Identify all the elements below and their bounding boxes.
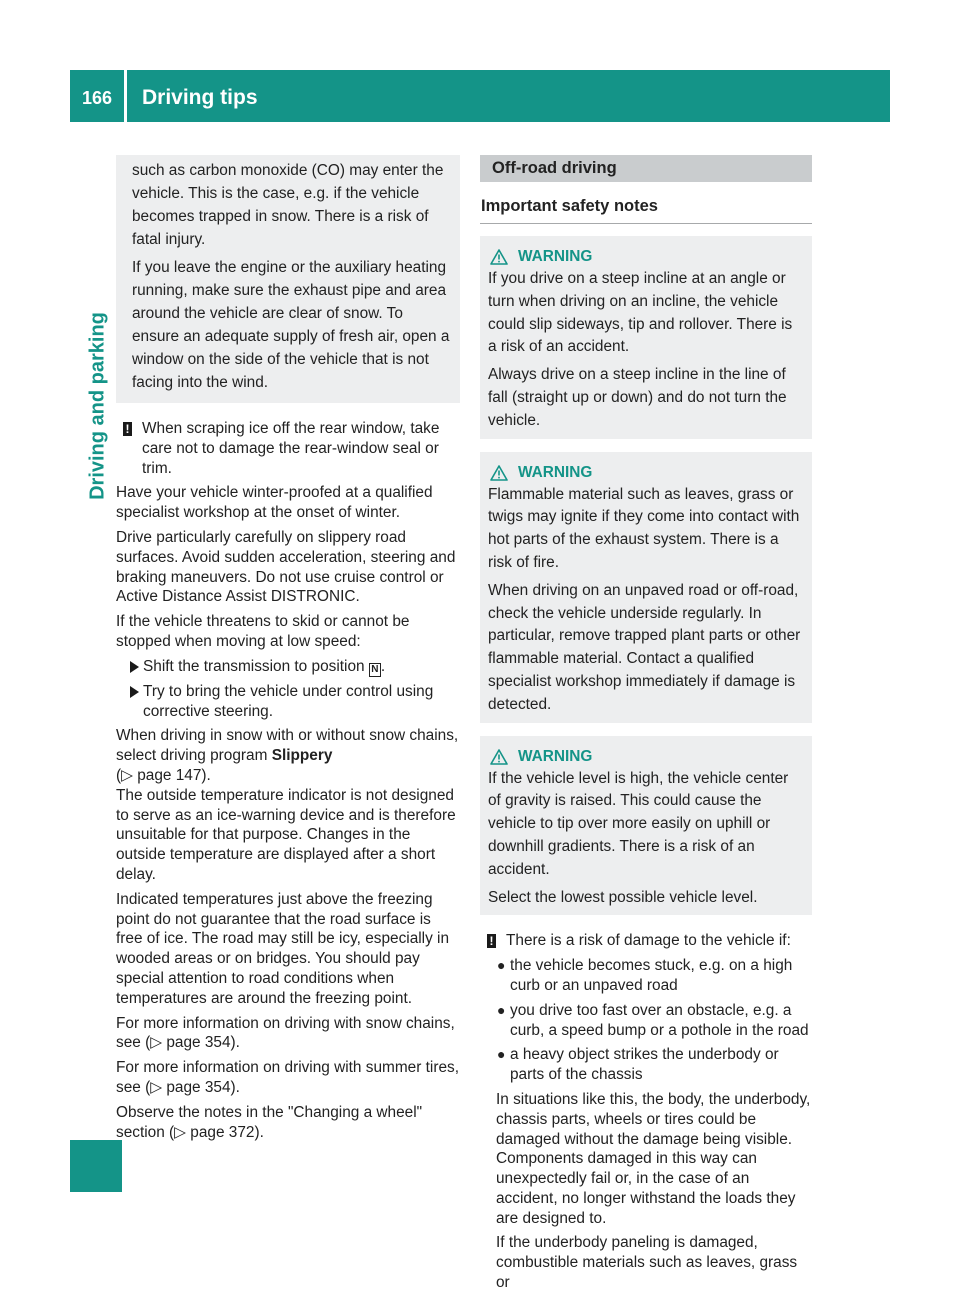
page-number: 166 bbox=[81, 88, 113, 108]
bullet-item: ● the vehicle becomes stuck, e.g. on a high curb or an unpaved road bbox=[497, 957, 793, 994]
arrow-right-icon bbox=[130, 661, 139, 673]
side-tab-label: Driving and parking bbox=[86, 312, 109, 500]
warning-box-fire bbox=[480, 452, 812, 723]
right-column bbox=[480, 155, 812, 1293]
exclamation-icon: ! bbox=[123, 422, 132, 436]
step-shift-neutral: Shift the transmission to position N . bbox=[116, 657, 460, 677]
page-reference-link[interactable]: (▷ page 147). bbox=[116, 766, 211, 784]
gear-n-icon: N bbox=[369, 663, 381, 677]
section-title: Driving tips bbox=[142, 86, 258, 109]
heading-rule bbox=[480, 223, 812, 224]
subheading-safety-notes: Important safety notes bbox=[481, 197, 658, 215]
warning-header: WARNING bbox=[488, 462, 804, 484]
box-paragraph: such as carbon monoxide (CO) may enter the vehicle. This is the case, e.g. if the vehicle becomes trapped in snow. There is a risk of fatal injury. bbox=[132, 162, 444, 248]
left-column bbox=[116, 155, 460, 1142]
warning-triangle-icon bbox=[490, 749, 508, 765]
bullet-dot-icon: ● bbox=[497, 957, 506, 974]
continued-warning-box bbox=[116, 155, 460, 403]
section-heading-offroad: Off-road driving bbox=[480, 155, 812, 182]
warning-paragraph: When driving on an unpaved road or off-road, check the vehicle underside regularly. In particular, remove trapped plant parts or other flammable material. Contact a qualified specialist workshop immediately if damage is detected. bbox=[488, 581, 801, 713]
warning-paragraph: If you drive on a steep incline at an angle or turn when driving on an incline, the vehicle could slip sideways, tip and rollover. There is a risk of an accident. bbox=[488, 270, 793, 356]
warning-header: WARNING bbox=[488, 246, 804, 268]
warning-paragraph: Always drive on a steep incline in the line of fall (straight up or down) and do not turn the vehicle. bbox=[488, 366, 787, 429]
bullet-item: ● a heavy object strikes the underbody or parts of the chassis bbox=[497, 1046, 779, 1084]
warning-header: WARNING bbox=[488, 746, 804, 768]
paragraph-snow-chains-info: For more information on driving with snow chains, see (▷ page 354). bbox=[116, 1014, 455, 1052]
paragraph-snow-chains: When driving in snow with or without snow chains, select driving program Slippery (▷ page 147). bbox=[116, 727, 459, 784]
warning-box-incline bbox=[480, 236, 812, 439]
bullet-dot-icon: ● bbox=[497, 1001, 506, 1018]
warning-paragraph: Flammable material such as leaves, grass or twigs may ignite if they come into contact with hot parts of the exhaust system. There is a risk of fire. bbox=[488, 485, 800, 571]
step-corrective-steering: Try to bring the vehicle under control using corrective steering. bbox=[116, 682, 460, 722]
note-paragraph: If the underbody paneling is damaged, combustible materials such as leaves, grass or bbox=[496, 1234, 798, 1292]
paragraph-freezing-point: Indicated temperatures just above the freezing point do not guarantee that the road surface is free of ice. The road may still be icy, especially in wooded areas or on bridges. You should pay special attention to road conditions when temperatures are around the freezing point. bbox=[116, 890, 450, 1007]
paragraph-summer-tires-info: For more information on driving with summer tires, see (▷ page 354). bbox=[116, 1059, 459, 1096]
header-divider bbox=[124, 70, 127, 122]
paragraph-winterproof: Have your vehicle winter-proofed at a qualified specialist workshop at the onset of winter. bbox=[116, 484, 433, 522]
bullet-dot-icon: ● bbox=[497, 1046, 506, 1063]
warning-triangle-icon bbox=[490, 249, 508, 265]
paragraph-temperature-indicator: The outside temperature indicator is not designed to serve as an ice-warning device and is therefore unsuitable for that purpose. Changes in the outside temperature are displayed after a short delay. bbox=[116, 786, 456, 883]
warning-box-vehicle-level bbox=[480, 736, 812, 916]
side-tab-marker bbox=[70, 1140, 122, 1192]
warning-paragraph: Select the lowest possible vehicle level. bbox=[488, 888, 758, 906]
note-intro: ! There is a risk of damage to the vehicle if: bbox=[480, 931, 812, 951]
paragraph-drive-carefully: Drive particularly carefully on slippery road surfaces. Avoid sudden acceleration, steering and braking maneuvers. Do not use cruise control or Active Distance Assist DISTRONIC. bbox=[116, 528, 456, 606]
note-paragraph: In situations like this, the body, the underbody, chassis parts, wheels or tires could be damaged without the damage being visible. Components damaged in this way can unexpectedly fail or, in the case of an accident, no longer withstand the loads they are designed to. bbox=[496, 1090, 811, 1227]
warning-triangle-icon bbox=[490, 465, 508, 481]
note-ice-scraping: ! When scraping ice off the rear window, take care not to damage the rear-window seal or trim. bbox=[116, 419, 460, 478]
warning-paragraph: If the vehicle level is high, the vehicle center of gravity is raised. This could cause the vehicle to tip over more easily on uphill or downhill gradients. There is a risk of an accident. bbox=[488, 769, 789, 878]
paragraph-skid: If the vehicle threatens to skid or cannot be stopped when moving at low speed: bbox=[116, 613, 410, 650]
exclamation-icon: ! bbox=[487, 934, 496, 948]
box-paragraph: If you leave the engine or the auxiliary heating running, make sure the exhaust pipe and area around the vehicle are clear of snow. To ensure an adequate supply of fresh air, open a window on the side of the vehicle that is not facing into the wind. bbox=[132, 259, 450, 391]
paragraph-changing-wheel: Observe the notes in the "Changing a wheel" section (▷ page 372). bbox=[116, 1103, 423, 1141]
arrow-right-icon bbox=[130, 686, 139, 698]
bullet-item: ● you drive too fast over an obstacle, e.g. a curb, a speed bump or a pothole in the road bbox=[497, 1001, 809, 1039]
note-vehicle-damage bbox=[480, 931, 812, 1293]
